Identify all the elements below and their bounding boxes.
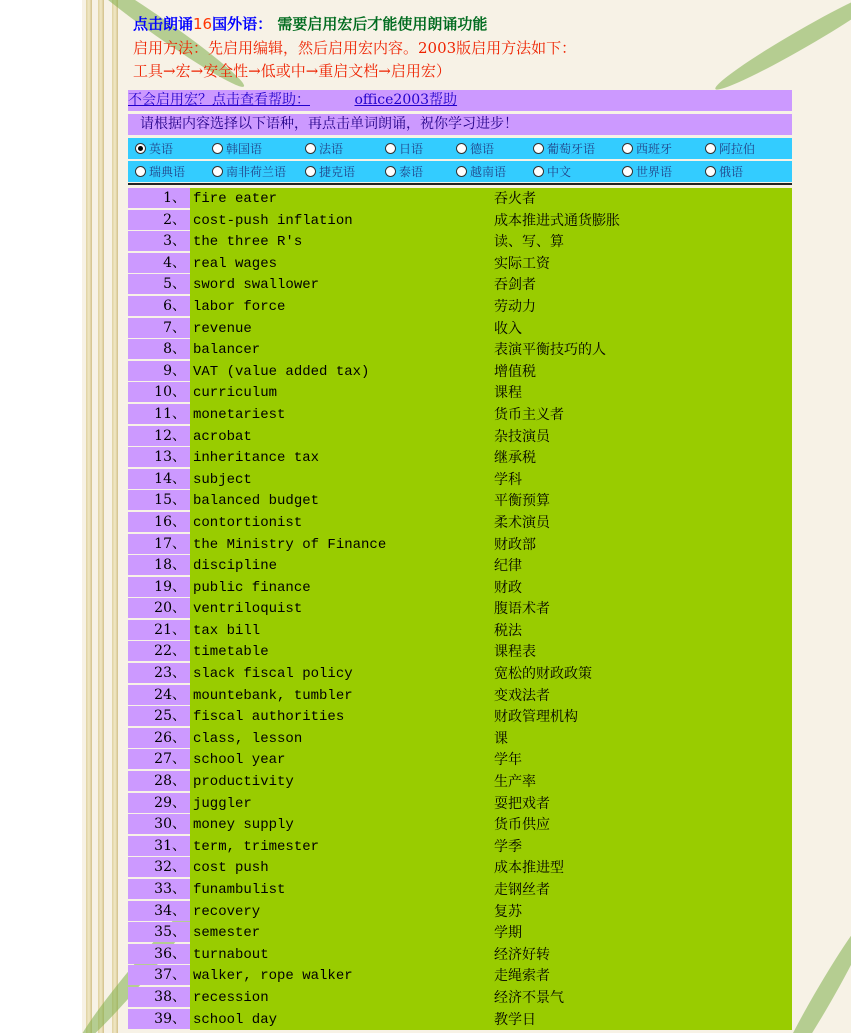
vocab-row: [128, 620, 792, 642]
english-word[interactable]: funambulist: [190, 879, 792, 901]
radio-icon[interactable]: [456, 143, 467, 154]
language-option[interactable]: 瑞典语: [135, 163, 185, 180]
bamboo-stalk: [112, 0, 118, 1033]
radio-icon[interactable]: [456, 166, 467, 177]
language-row-1: [128, 138, 792, 159]
chinese-translation[interactable]: 劳动力: [494, 298, 536, 315]
language-option[interactable]: 泰语: [385, 163, 423, 180]
chinese-translation[interactable]: 学年: [494, 752, 522, 769]
bamboo-stalk: [98, 0, 104, 1033]
row-number: 17、: [128, 534, 190, 554]
vocab-row: [128, 382, 792, 404]
english-word[interactable]: contortionist: [190, 512, 792, 534]
row-number: 26、: [128, 728, 190, 748]
language-option[interactable]: 德语: [456, 140, 494, 157]
vocab-row: [128, 944, 792, 966]
english-word[interactable]: curriculum: [190, 382, 792, 404]
vocab-row: [128, 728, 792, 750]
radio-icon[interactable]: [705, 166, 716, 177]
language-option[interactable]: 阿拉伯: [705, 140, 755, 157]
chinese-translation[interactable]: 经济好转: [494, 946, 550, 963]
row-number: 11、: [128, 404, 190, 424]
chinese-translation[interactable]: 柔术演员: [494, 514, 550, 531]
row-number: 13、: [128, 447, 190, 467]
row-number: 25、: [128, 706, 190, 726]
radio-icon[interactable]: [622, 143, 633, 154]
english-word[interactable]: slack fiscal policy: [190, 663, 792, 685]
row-number: 10、: [128, 382, 190, 402]
chinese-translation[interactable]: 纪律: [494, 558, 522, 575]
vocab-row: [128, 922, 792, 944]
row-number: 9、: [128, 361, 190, 381]
english-word[interactable]: balancer: [190, 339, 792, 361]
language-option[interactable]: 俄语: [705, 163, 743, 180]
language-option[interactable]: 南非荷兰语: [212, 163, 286, 180]
language-option[interactable]: 中文: [533, 163, 571, 180]
row-number: 16、: [128, 512, 190, 532]
chinese-translation[interactable]: 教学日: [494, 1011, 536, 1028]
chinese-translation[interactable]: 变戏法者: [494, 687, 550, 704]
radio-icon[interactable]: [622, 166, 633, 177]
row-number: 38、: [128, 987, 190, 1007]
vocab-row: [128, 274, 792, 296]
chinese-translation[interactable]: 耍把戏者: [494, 795, 550, 812]
english-word[interactable]: real wages: [190, 253, 792, 275]
chinese-translation[interactable]: 继承税: [494, 450, 536, 467]
vocab-row: [128, 1009, 792, 1031]
chinese-translation[interactable]: 课程: [494, 385, 522, 402]
english-word[interactable]: VAT (value added tax): [190, 361, 792, 383]
english-word[interactable]: monetariest: [190, 404, 792, 426]
row-number: 37、: [128, 965, 190, 985]
vocab-row: [128, 555, 792, 577]
row-number: 29、: [128, 793, 190, 813]
vocab-row: [128, 469, 792, 491]
chinese-translation[interactable]: 课: [494, 730, 508, 747]
macro-warning: 需要启用宏后才能使用朗诵功能: [277, 15, 488, 33]
english-word[interactable]: turnabout: [190, 944, 792, 966]
chinese-translation[interactable]: 经济不景气: [494, 989, 564, 1006]
chinese-translation[interactable]: 平衡预算: [494, 493, 550, 510]
vocab-row: [128, 231, 792, 253]
row-number: 12、: [128, 426, 190, 446]
chinese-translation[interactable]: 表演平衡技巧的人: [494, 342, 606, 359]
english-word[interactable]: term, trimester: [190, 836, 792, 858]
vocab-row: [128, 641, 792, 663]
chinese-translation[interactable]: 财政部: [494, 536, 536, 553]
chinese-translation[interactable]: 腹语术者: [494, 601, 550, 618]
vocab-row: [128, 188, 792, 210]
radio-icon[interactable]: [305, 166, 316, 177]
english-word[interactable]: fire eater: [190, 188, 792, 210]
english-word[interactable]: public finance: [190, 577, 792, 599]
chinese-translation[interactable]: 课程表: [494, 644, 536, 661]
vocab-row: [128, 577, 792, 599]
row-number: 1、: [128, 188, 190, 208]
click-recite-label[interactable]: 点击朗诵: [133, 15, 194, 33]
vocabulary-table: [128, 188, 792, 1030]
vocab-row: [128, 987, 792, 1009]
english-word[interactable]: cost push: [190, 857, 792, 879]
english-word[interactable]: money supply: [190, 814, 792, 836]
english-word[interactable]: labor force: [190, 296, 792, 318]
radio-icon[interactable]: [135, 166, 146, 177]
help-question[interactable]: 不会启用宏？点击查看帮助：: [128, 92, 310, 108]
language-count: 16: [193, 15, 213, 33]
english-word[interactable]: semester: [190, 922, 792, 944]
vocab-row: [128, 339, 792, 361]
title-rest: 国外语：: [212, 15, 273, 33]
vocab-row: [128, 663, 792, 685]
row-number: 2、: [128, 210, 190, 230]
language-option[interactable]: 英语: [135, 140, 173, 157]
row-number: 34、: [128, 901, 190, 921]
chinese-translation[interactable]: 学科: [494, 471, 522, 488]
radio-icon[interactable]: [533, 143, 544, 154]
row-number: 15、: [128, 490, 190, 510]
vocab-row: [128, 836, 792, 858]
chinese-translation[interactable]: 生产率: [494, 774, 536, 791]
english-word[interactable]: inheritance tax: [190, 447, 792, 469]
row-number: 22、: [128, 641, 190, 661]
english-word[interactable]: recession: [190, 987, 792, 1009]
row-number: 35、: [128, 922, 190, 942]
chinese-translation[interactable]: 吞剑者: [494, 277, 536, 294]
radio-icon[interactable]: [212, 166, 223, 177]
help-bar: [128, 90, 792, 111]
chinese-translation[interactable]: 货币主义者: [494, 406, 564, 423]
chinese-translation[interactable]: 宽松的财政政策: [494, 666, 592, 683]
english-word[interactable]: subject: [190, 469, 792, 491]
row-number: 24、: [128, 685, 190, 705]
chinese-translation[interactable]: 税法: [494, 622, 522, 639]
chinese-translation[interactable]: 财政: [494, 579, 522, 596]
vocab-row: [128, 426, 792, 448]
english-word[interactable]: cost-push inflation: [190, 210, 792, 232]
language-option[interactable]: 西班牙: [622, 140, 672, 157]
row-number: 8、: [128, 339, 190, 359]
row-number: 21、: [128, 620, 190, 640]
vocab-row: [128, 296, 792, 318]
vocab-row: [128, 318, 792, 340]
english-word[interactable]: walker, rope walker: [190, 965, 792, 987]
row-number: 18、: [128, 555, 190, 575]
language-option[interactable]: 世界语: [622, 163, 672, 180]
chinese-translation[interactable]: 读、写、算: [494, 234, 564, 251]
language-option[interactable]: 韩国语: [212, 140, 262, 157]
vocab-row: [128, 490, 792, 512]
row-number: 39、: [128, 1009, 190, 1029]
row-number: 28、: [128, 771, 190, 791]
chinese-translation[interactable]: 走钢丝者: [494, 882, 550, 898]
row-number: 23、: [128, 663, 190, 683]
method-line-2: 工具→宏→安全性→低或中→重启文档→启用宏）: [133, 62, 451, 80]
vocab-row: [128, 793, 792, 815]
chinese-translation[interactable]: 收入: [494, 320, 522, 337]
radio-icon[interactable]: [385, 143, 396, 154]
vocab-row: [128, 771, 792, 793]
row-number: 32、: [128, 857, 190, 877]
chinese-translation[interactable]: 增值税: [494, 363, 536, 380]
radio-icon[interactable]: [305, 143, 316, 154]
english-word[interactable]: the Ministry of Finance: [190, 534, 792, 556]
vocab-row: [128, 814, 792, 836]
chinese-translation[interactable]: 实际工资: [494, 255, 550, 272]
vocab-row: [128, 253, 792, 275]
english-word[interactable]: fiscal authorities: [190, 706, 792, 728]
language-option[interactable]: 日语: [385, 140, 423, 157]
vocab-row: [128, 210, 792, 232]
row-number: 5、: [128, 274, 190, 294]
vocab-row: [128, 361, 792, 383]
vocab-row: [128, 879, 792, 901]
chinese-translation[interactable]: 复苏: [494, 903, 522, 920]
vocab-row: [128, 512, 792, 534]
english-word[interactable]: mountebank, tumbler: [190, 685, 792, 707]
english-word[interactable]: discipline: [190, 555, 792, 577]
leaf-decoration: [711, 0, 851, 97]
row-number: 19、: [128, 577, 190, 597]
language-option[interactable]: 越南语: [456, 163, 506, 180]
chinese-translation[interactable]: 财政管理机构: [494, 709, 578, 726]
row-number: 27、: [128, 749, 190, 769]
english-word[interactable]: revenue: [190, 318, 792, 340]
chinese-translation[interactable]: 吞火者: [494, 191, 536, 207]
english-word[interactable]: acrobat: [190, 426, 792, 448]
vocab-row: [128, 404, 792, 426]
method-line-1: 启用方法：先启用编辑，然后启用宏内容。2003版启用方法如下：: [133, 39, 577, 57]
vocab-row: [128, 706, 792, 728]
instruction-note: 请根据内容选择以下语种，再点击单词朗诵，祝你学习进步！: [128, 114, 792, 135]
chinese-translation[interactable]: 走绳索者: [494, 968, 550, 985]
row-number: 3、: [128, 231, 190, 251]
row-number: 33、: [128, 879, 190, 899]
english-word[interactable]: tax bill: [190, 620, 792, 642]
chinese-translation[interactable]: 杂技演员: [494, 428, 550, 445]
row-number: 30、: [128, 814, 190, 834]
english-word[interactable]: school year: [190, 749, 792, 771]
english-word[interactable]: productivity: [190, 771, 792, 793]
chinese-translation[interactable]: 学季: [494, 838, 522, 855]
vocab-row: [128, 965, 792, 987]
chinese-translation[interactable]: 学期: [494, 925, 522, 942]
row-number: 4、: [128, 253, 190, 273]
english-word[interactable]: class, lesson: [190, 728, 792, 750]
english-word[interactable]: the three R's: [190, 231, 792, 253]
chinese-translation[interactable]: 成本推进式通货膨胀: [494, 212, 620, 229]
english-word[interactable]: juggler: [190, 793, 792, 815]
language-row-2: [128, 161, 792, 182]
vocab-row: [128, 901, 792, 923]
english-word[interactable]: school day: [190, 1009, 792, 1031]
radio-icon[interactable]: [533, 166, 544, 177]
row-number: 6、: [128, 296, 190, 316]
english-word[interactable]: sword swallower: [190, 274, 792, 296]
radio-icon[interactable]: [705, 143, 716, 154]
chinese-translation[interactable]: 成本推进型: [494, 860, 564, 877]
chinese-translation[interactable]: 货币供应: [494, 817, 550, 834]
language-option[interactable]: 捷克语: [305, 163, 355, 180]
bamboo-stalk: [86, 0, 92, 1033]
row-number: 14、: [128, 469, 190, 489]
page-title: [133, 13, 487, 34]
vocab-row: [128, 598, 792, 620]
english-word[interactable]: recovery: [190, 901, 792, 923]
row-number: 31、: [128, 836, 190, 856]
language-option[interactable]: 法语: [305, 140, 343, 157]
english-word[interactable]: ventriloquist: [190, 598, 792, 620]
row-number: 20、: [128, 598, 190, 618]
vocab-row: [128, 685, 792, 707]
radio-icon[interactable]: [135, 143, 146, 154]
vocab-row: [128, 447, 792, 469]
help-link[interactable]: office2003帮助: [354, 92, 458, 108]
vocab-row: [128, 857, 792, 879]
divider: [128, 183, 792, 185]
language-option[interactable]: 葡萄牙语: [533, 140, 595, 157]
vocab-row: [128, 534, 792, 556]
row-number: 7、: [128, 318, 190, 338]
macro-instructions: [133, 37, 576, 83]
english-word[interactable]: balanced budget: [190, 490, 792, 512]
radio-icon[interactable]: [212, 143, 223, 154]
english-word[interactable]: timetable: [190, 641, 792, 663]
vocab-row: [128, 749, 792, 771]
row-number: 36、: [128, 944, 190, 964]
radio-icon[interactable]: [385, 166, 396, 177]
